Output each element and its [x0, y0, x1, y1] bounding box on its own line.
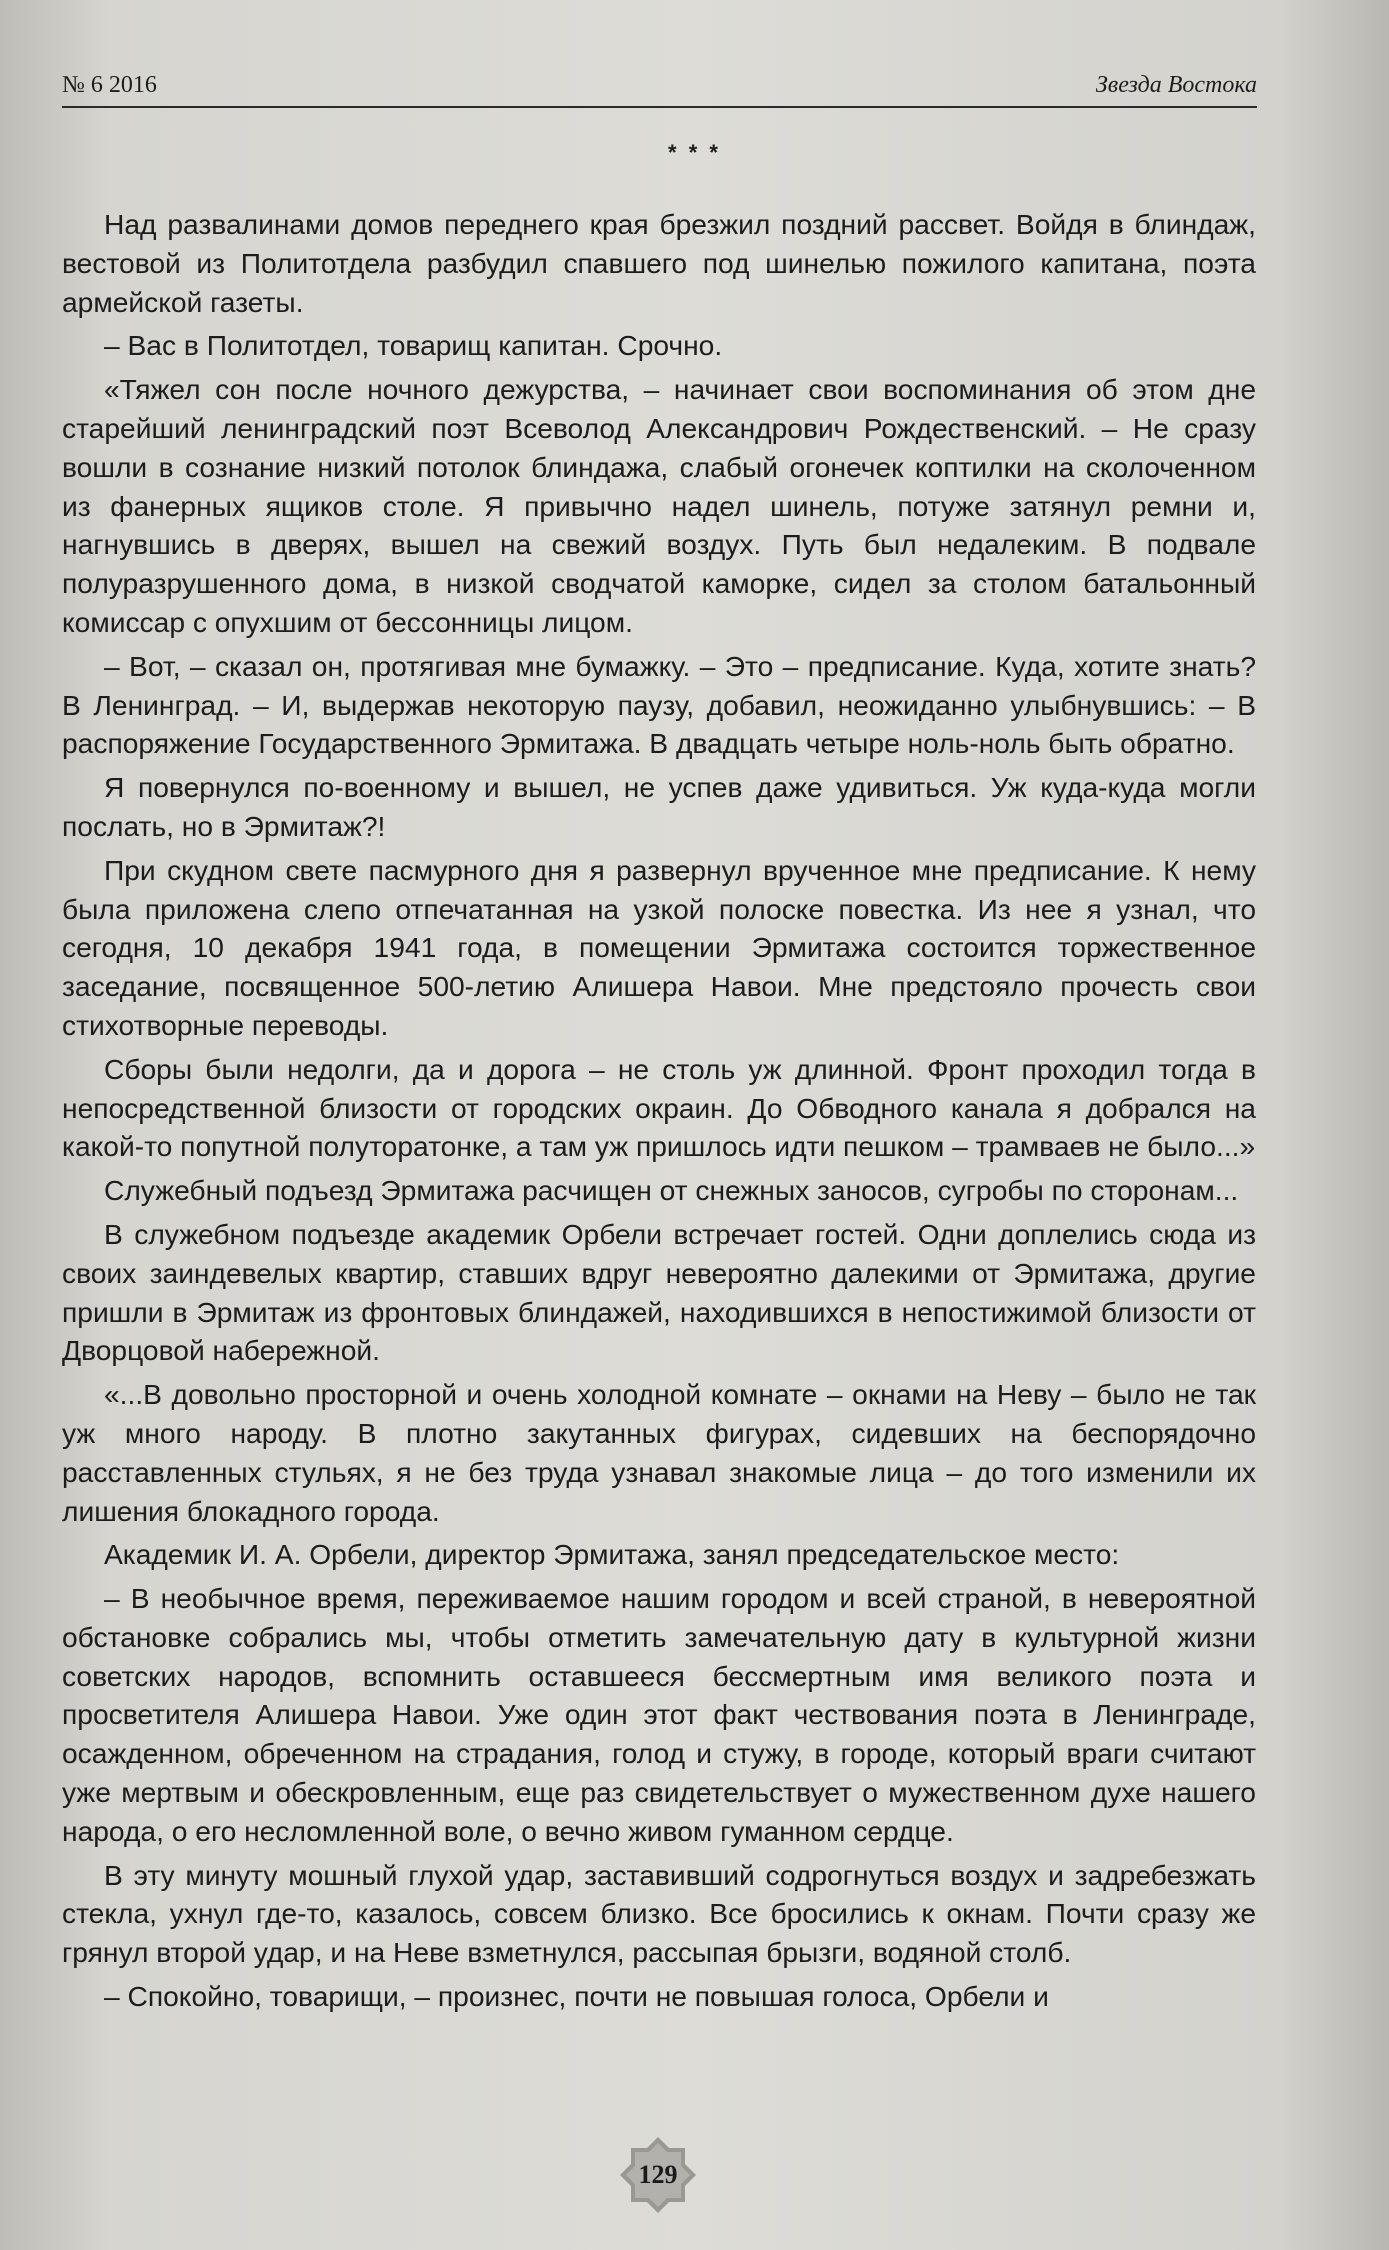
running-header: [62, 62, 1257, 108]
paragraph: В эту минуту мошный глухой удар, заставивший содрогнуться воздух и задребезжать стекла, ухнул где-то, казалось, совсем близко. Все бросились к окнам. Почти сразу же грянул второй удар, и на Неве взметнулся, рассыпая брызги, водяной столб.: [62, 1858, 1256, 1969]
paragraph: «Тяжел сон после ночного дежурства, – начинает свои воспоминания об этом дне старейший ленинградский поэт Всеволод Александрович Рождественский. – Не сразу вошли в сознание низкий потолок блиндажа, слабый огонечек коптилки на сколоченном из фанерных ящиков столе. Я привычно надел шинель, потуже затянул ремни и, нагнувшись в дверях, вышел на свежий воздух. Путь был недалеким. В подвале полуразрушенного дома, в низкой сводчатой каморке, сидел за столом батальонный комиссар с опухшим от бессонницы лицом.: [62, 373, 1256, 638]
page-number-badge: [618, 2135, 698, 2215]
paragraph: «...В довольно просторной и очень холодной комнате – окнами на Неву – было не так уж много народу. В плотно закутанных фигурах, сидевших на беспорядочно расставленных стульях, я не без труда узнавал знакомые лица – до того изменили их лишения блокадного города.: [62, 1378, 1256, 1527]
paragraph: Сборы были недолги, да и дорога – не столь уж длинной. Фронт проходил тогда в непосредственной близости от городских окраин. До Обводного канала я добрался на какой-то попутной полуторатонке, а там уж пришлось идти пешком – трамваев не было...»: [62, 1052, 1256, 1163]
paragraph: Академик И. А. Орбели, директор Эрмитажа, занял председательское место:: [104, 1538, 1120, 1571]
issue-label: № 6 2016: [62, 72, 157, 98]
page-number: 129: [638, 2160, 678, 2189]
paragraph: – В необычное время, переживаемое нашим городом и всей страной, в невероятной обстановке собрались мы, чтобы отметить замечательную дату в культурной жизни советских народов, вспомнить оставшееся бессмертным имя великого поэта и просветителя Алишера Навои. Уже один этот факт чествования поэта в Ленинграде, осажденном, обреченном на страдания, голод и стужу, в городе, который враги считают уже мертвым и обескровленным, еще раз свидетельствует о мужественном духе нашего народа, о его несломленной воле, о вечно живом гуманном сердце.: [62, 1582, 1256, 1847]
paragraph: Над развалинами домов переднего края брезжил поздний рассвет. Войдя в блиндаж, вестовой из Политотдела разбудил спавшего под шинелью пожилого капитана, поэта армейской газеты.: [62, 208, 1256, 318]
paragraph: – Спокойно, товарищи, – произнес, почти не повышая голоса, Орбели и: [104, 1980, 1049, 2013]
section-separator: * * *: [668, 140, 721, 165]
paragraph: – Вас в Политотдел, товарищ капитан. Срочно.: [104, 329, 723, 362]
article-body: [62, 205, 1256, 2021]
journal-title: Звезда Востока: [1095, 72, 1257, 98]
paragraph: Служебный подъезд Эрмитажа расчищен от снежных заносов, сугробы по сторонам...: [104, 1174, 1239, 1207]
paragraph: – Вот, – сказал он, протягивая мне бумажку. – Это – предписание. Куда, хотите знать? В Ленинград. – И, выдержав некоторую паузу, добавил, неожиданно улыбнувшись: – В распоряжение Государственного Эрмитажа. В двадцать четыре ноль-ноль быть обратно.: [62, 649, 1256, 760]
paragraph: При скудном свете пасмурного дня я развернул врученное мне предписание. К нему была приложена слепо отпечатанная на узкой полоске повестка. Из нее я узнал, что сегодня, 10 декабря 1941 года, в помещении Эрмитажа состоится торжественное заседание, посвященное 500-летию Алишера Навои. Мне предстояло прочесть свои стихотворные переводы.: [62, 853, 1256, 1041]
paragraph: Я повернулся по-военному и вышел, не успев даже удивиться. Уж куда-куда могли послать, но в Эрмитаж?!: [62, 771, 1256, 842]
paragraph: В служебном подъезде академик Орбели встречает гостей. Одни доплелись сюда из своих заиндевелых квартир, ставших вдруг невероятно далекими от Эрмитажа, другие пришли в Эрмитаж из фронтовых блиндажей, находившихся в непостижимой близости от Дворцовой набережной.: [62, 1217, 1256, 1367]
